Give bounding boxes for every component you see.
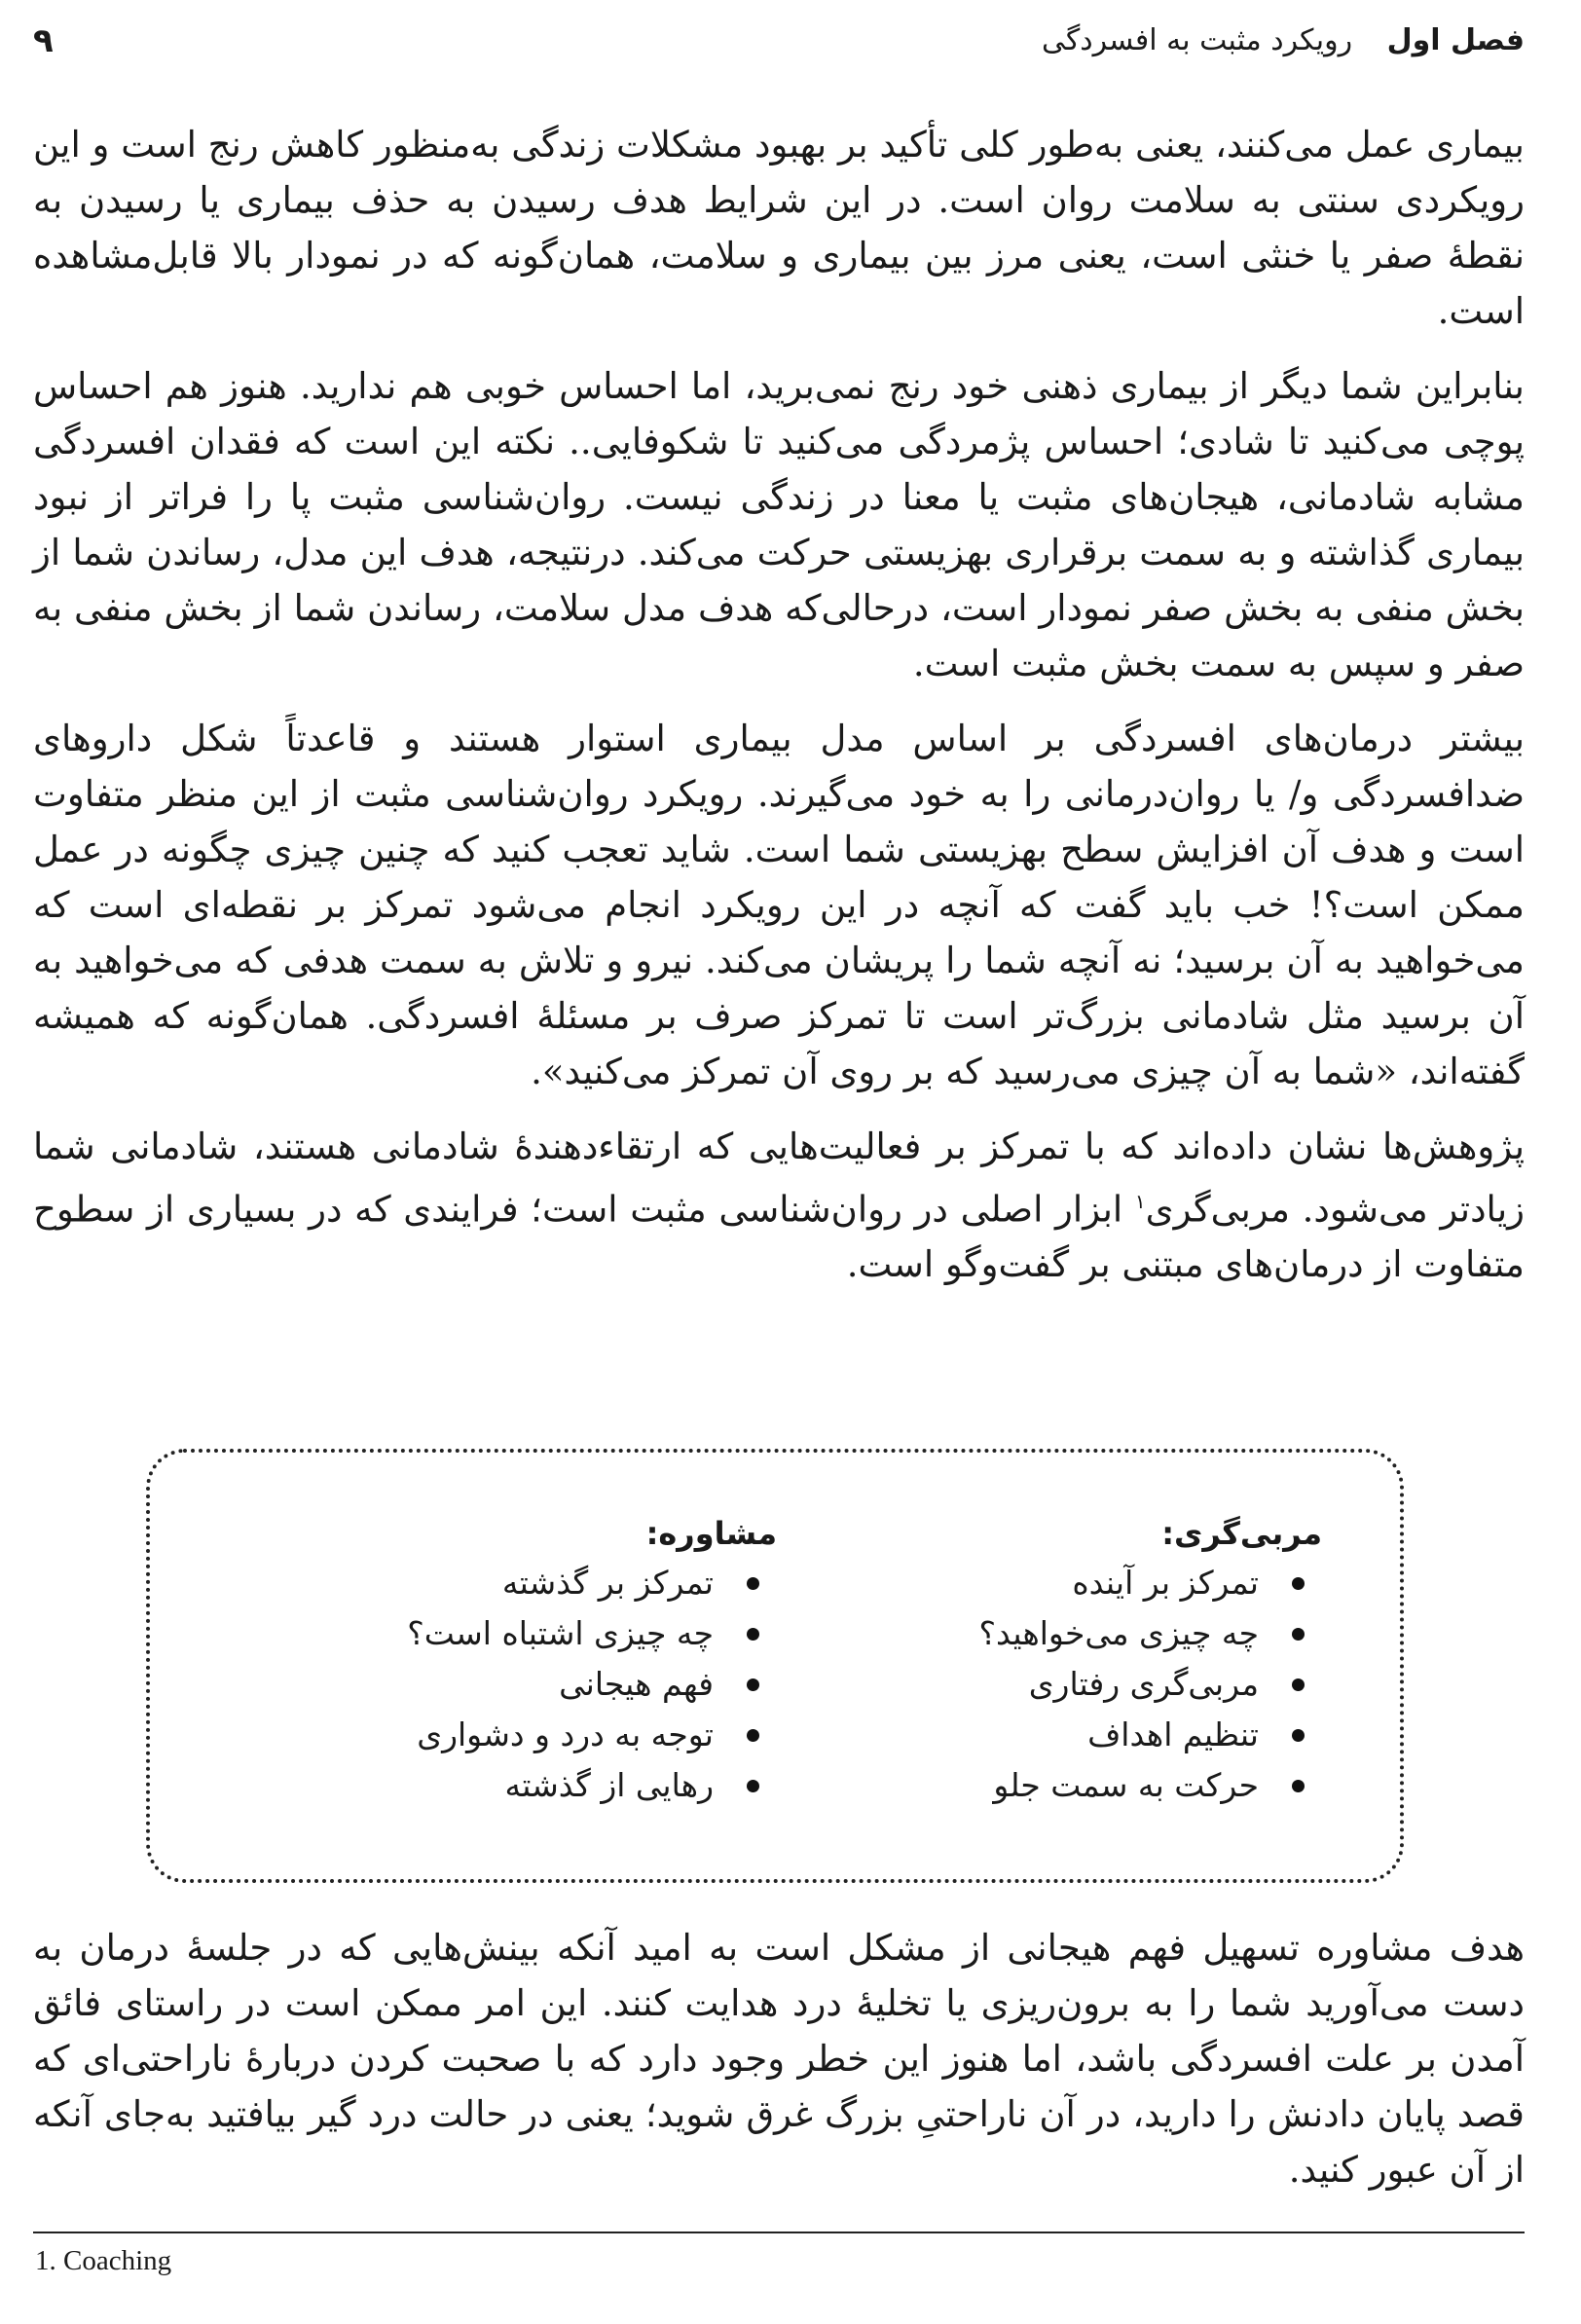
bullet-icon <box>747 1577 759 1590</box>
paragraph-3: بیشتر درمان‌های افسردگی بر اساس مدل بیماری استوار هستند و قاعدتاً شکل داروهای ضدافسردگی و/ یا روان‌درمانی را به خود می‌گیرند. رویکرد روان‌شناسی مثبت از این منظر متفاوت است و هدف آن افزایش سطح بهزیستی شما است. شاید تعجب کنید که چنین چیزی چگونه در عمل ممکن است؟! خب باید گفت که آنچه در این رویکرد انجام می‌شود تمرکز بر نقطه‌ای است که می‌خواهید به آن برسید؛ نه آنچه شما را پریشان می‌کند. نیرو و تلاش به سمت هدفی که می‌خواهید به آن برسید مثل شادمانی بزرگ‌تر است تا تمرکز صرف بر مسئلهٔ افسردگی. همان‌گونه که همیشه گفته‌اند، «شما به آن چیزی می‌رسید که بر روی آن تمرکز می‌کنید». <box>33 718 1525 1092</box>
page-number: ۹ <box>33 21 54 60</box>
bullet-icon <box>1292 1577 1305 1590</box>
bullet-icon <box>747 1729 759 1742</box>
paragraph-1: بیماری عمل می‌کنند، یعنی به‌طور کلی تأکید بر بهبود مشکلات زندگی به‌منظور کاهش رنج است و این رویکردی سنتی به سلامت روان است. در این شرایط هدف رسیدن به حذف بیماری یا رسیدن به نقطهٔ صفر یا خنثی است، یعنی مرز بین بیماری و سلامت، همان‌گونه که در نمودار بالا قابل‌مشاهده است. <box>33 124 1525 332</box>
list-item: فهم هیجانی <box>271 1659 777 1710</box>
bullet-icon <box>1292 1729 1305 1742</box>
list-item: تمرکز بر گذشته <box>271 1558 777 1608</box>
footnote-divider <box>33 2232 1525 2233</box>
bullet-icon <box>1292 1628 1305 1641</box>
paragraph-4 <box>33 1119 1525 1292</box>
list-item: چه چیزی می‌خواهید؟ <box>816 1608 1322 1659</box>
chapter-label: فصل اول <box>1386 23 1525 57</box>
body-text <box>33 117 1525 1311</box>
list-item: مربی‌گری رفتاری <box>816 1659 1322 1710</box>
coaching-column <box>816 1509 1322 1811</box>
list-item: چه چیزی اشتباه است؟ <box>271 1608 777 1659</box>
bullet-icon <box>1292 1780 1305 1792</box>
list-item: حرکت به سمت جلو <box>816 1760 1322 1811</box>
counseling-heading: مشاوره: <box>645 1515 777 1552</box>
bullet-icon <box>747 1678 759 1691</box>
list-item: تمرکز بر آینده <box>816 1558 1322 1608</box>
paragraph-4-end: ابزار اصلی در روان‌شناسی مثبت است؛ فرایندی که در بسیاری از سطوح متفاوت از درمان‌های مبتنی بر گفت‌وگو است. <box>33 1188 1525 1286</box>
list-item: رهایی از گذشته <box>271 1760 777 1811</box>
counseling-column <box>271 1509 777 1811</box>
list-item: توجه به درد و دشواری <box>271 1710 777 1760</box>
coaching-heading: مربی‌گری: <box>1161 1515 1322 1552</box>
bullet-icon <box>1292 1678 1305 1691</box>
comparison-box <box>146 1449 1404 1883</box>
bullet-icon <box>747 1780 759 1792</box>
footnote-reference: ۱ <box>1134 1190 1146 1213</box>
page-header <box>33 14 1525 68</box>
footnote: 1. Coaching <box>35 2245 172 2276</box>
counseling-list <box>271 1558 777 1811</box>
paragraph-5: هدف مشاوره تسهیل فهم هیجانی از مشکل است به امید آنکه بینش‌هایی که در جلسهٔ درمان به دست می‌آورید شما را به برون‌ریزی یا تخلیهٔ درد هدایت کنند. این امر ممکن است در راستای فائق آمدن بر علت افسردگی باشد، اما هنوز این خطر وجود دارد که با صحبت کردن دربارهٔ ناراحتی‌ای که قصد پایان دادنش را دارید، در آن ناراحتیِ بزرگ غرق شوید؛ یعنی در حالت درد گیر بیافتید به‌جای آنکه از آن عبور کنید. <box>33 1927 1525 2191</box>
coaching-list <box>816 1558 1322 1811</box>
closing-text <box>33 1920 1525 2217</box>
bullet-icon <box>747 1628 759 1641</box>
book-title: رویکرد مثبت به افسردگی <box>1041 23 1353 57</box>
paragraph-4-start: پژوهش‌ها نشان داده‌اند که با تمرکز بر فعالیت‌هایی که ارتقاءدهندهٔ شادمانی هستند، شادمانی شما زیادتر می‌شود. مربی‌گری <box>33 1125 1525 1231</box>
running-title <box>1042 14 1525 68</box>
paragraph-2: بنابراین شما دیگر از بیماری ذهنی خود رنج نمی‌برید، اما احساس خوبی هم ندارید. هنوز هم احساس پوچی می‌کنید تا شادی؛ احساس پژمردگی می‌کنید تا شکوفایی.. نکته این است که فقدان افسردگی مشابه شادمانی، هیجان‌های مثبت یا معنا در زندگی نیست. روان‌شناسی مثبت پا را فراتر از نبود بیماری گذاشته و به سمت برقراری بهزیستی حرکت می‌کند. درنتیجه، هدف این مدل، رساندن شما از بخش منفی به بخش صفر نمودار است، درحالی‌که هدف مدل سلامت، رساندن شما از بخش منفی به صفر و سپس به سمت بخش مثبت است. <box>33 365 1525 684</box>
list-item: تنظیم اهداف <box>816 1710 1322 1760</box>
